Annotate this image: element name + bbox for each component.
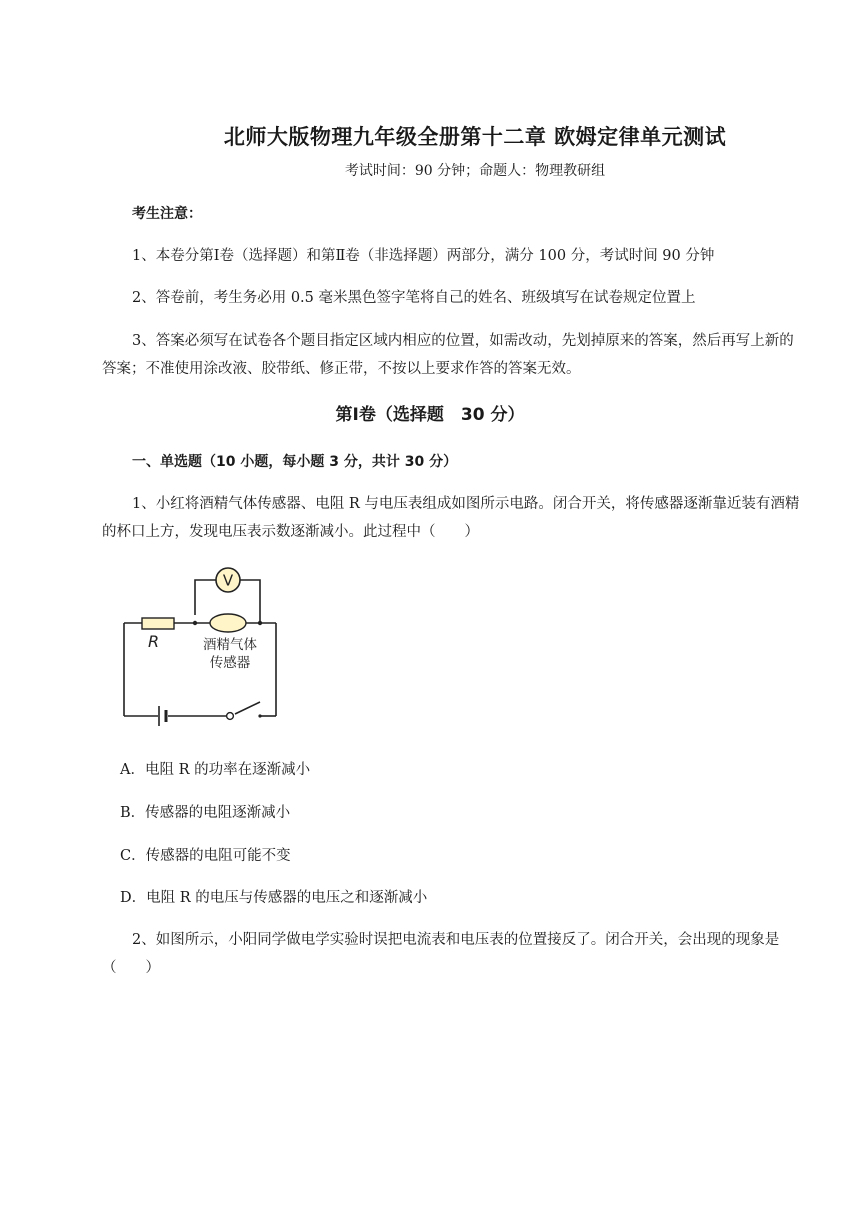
exam-title: 北师大版物理九年级全册第十二章 欧姆定律单元测试 [223,125,727,149]
exam-subtitle: 考试时间：90 分钟；命题人：物理教研组 [344,163,606,179]
question-2-stem: 2、如图所示，小阳同学做电学实验时误把电流表和电压表的位置接反了。闭合开关，会出现的现象是（ ） [102,932,780,976]
part-heading: 一、单选题（10 小题，每小题 3 分，共计 30 分） [132,454,458,470]
question-1-option-c: C．传感器的电阻可能不变 [120,848,291,864]
circuit-diagram [118,562,284,732]
notice-item-1: 1、本卷分第Ⅰ卷（选择题）和第Ⅱ卷（非选择题）两部分，满分 100 分，考试时间 90 分钟 [132,248,715,264]
question-1-option-d: D．电阻 R 的电压与传感器的电压之和逐渐减小 [120,890,428,906]
section-title: 第Ⅰ卷（选择题 30 分） [335,405,525,425]
notice-heading: 考生注意： [132,206,202,222]
notice-item-2: 2、答卷前，考生务必用 0.5 毫米黑色签字笔将自己的姓名、班级填写在试卷规定位置上 [132,290,696,306]
question-1-option-b: B．传感器的电阻逐渐减小 [120,805,291,821]
resistor-label: R [148,632,160,651]
voltmeter-label: V [222,571,234,590]
sensor-label-line2: 传感器 [209,655,251,671]
notice-item-3: 3、答案必须写在试卷各个题目指定区域内相应的位置，如需改动，先划掉原来的答案，然后再写上新的答案；不准使用涂改液、胶带纸、修正带，不按以上要求作答的答案无效。 [102,333,794,377]
sensor-label-line1: 酒精气体 [203,637,257,653]
question-1-option-a: A．电阻 R 的功率在逐渐减小 [120,762,311,778]
sensor-symbol [210,614,246,632]
question-1-stem: 1、小红将酒精气体传感器、电阻 R 与电压表组成如图所示电路。闭合开关，将传感器逐渐靠近装有酒精的杯口上方，发现电压表示数逐渐减小。此过程中（ ） [102,496,800,540]
resistor-symbol [142,618,174,629]
